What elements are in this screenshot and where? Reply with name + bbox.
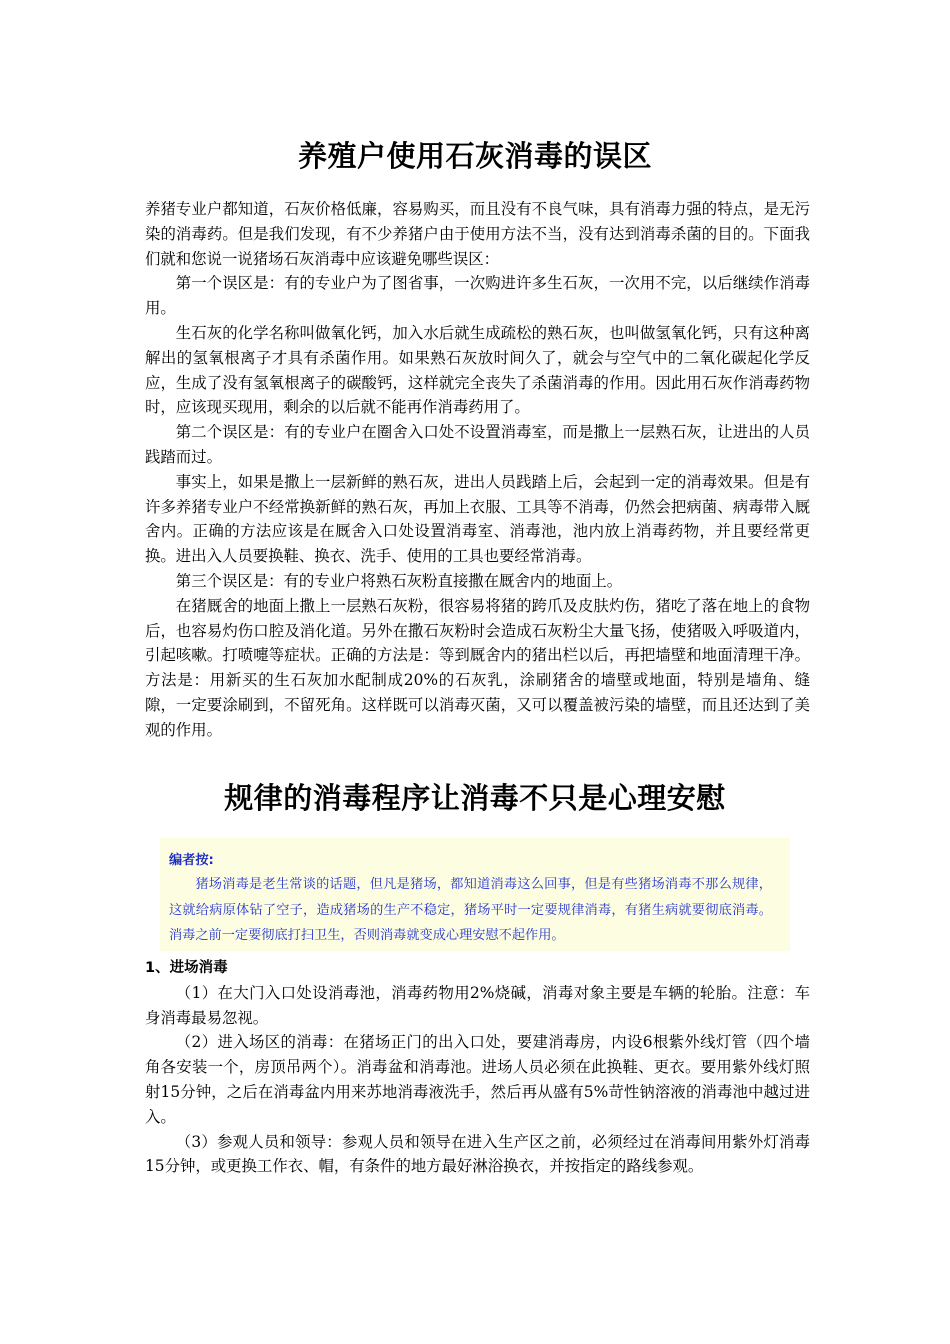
editor-note-label: 编者按:	[169, 853, 214, 868]
misconception-2-paragraph: 第二个误区是：有的专业户在圈舍入口处不设置消毒室，而是撒上一层熟石灰，让进出的人员践踏而过。	[145, 423, 810, 466]
section-paragraph-3: （3）参观人员和领导：参观人员和领导在进入生产区之前，必须经过在消毒间用紫外灯消毒15分钟，或更换工作衣、帽，有条件的地方最好淋浴换衣，并按指定的路线参观。	[145, 1132, 810, 1176]
section-paragraph-2: （2）进入场区的消毒：在猪场正门的出入口处，要建消毒房，内设6根紫外线灯管（四个墙角各安装一个，房顶吊两个）。消毒盆和消毒池。进场人员必须在此换鞋、更衣。要用紫外线灯照射15分钟，之后在消毒盆内用来苏地消毒液洗手，然后再从盛有5%苛性钠溶液的消毒池中越过进入。	[145, 1033, 810, 1126]
section-entry-disinfection	[145, 956, 810, 1179]
section-paragraph-1: （1）在大门入口处设消毒池，消毒药物用2%烧碱，消毒对象主要是车辆的轮胎。注意：车身消毒最易忽视。	[145, 983, 810, 1027]
article-title-lime-disinfection: 养殖户使用石灰消毒的误区	[297, 139, 652, 173]
intro-paragraph: 养猪专业户都知道，石灰价格低廉，容易购买，而且没有不良气味，具有消毒力强的特点，是无污染的消毒药。但是我们发现，有不少养猪户由于使用方法不当，没有达到消毒杀菌的目的。下面我们就和您说一说猪场石灰消毒中应该避免哪些误区：	[145, 200, 810, 268]
section-heading: 1、进场消毒	[145, 960, 228, 976]
explanation-1-paragraph: 生石灰的化学名称叫做氧化钙，加入水后就生成疏松的熟石灰，也叫做氢氧化钙，只有这种离解出的氢氧根离子才具有杀菌作用。如果熟石灰放时间久了，就会与空气中的二氧化碳起化学反应，生成了没有氢氧根离子的碳酸钙，这样就完全丧失了杀菌消毒的作用。因此用石灰作消毒药物时，应该现买现用，剩余的以后就不能再作消毒药用了。	[145, 323, 810, 417]
misconception-3-paragraph: 第三个误区是：有的专业户将熟石灰粉直接撒在厩舍内的地面上。	[175, 571, 623, 590]
explanation-2-paragraph: 事实上，如果是撒上一层新鲜的熟石灰，进出人员践踏上后，会起到一定的消毒效果。但是有许多养猪专业户不经常换新鲜的熟石灰，再加上衣服、工具等不消毒，仍然会把病菌、病毒带入厩舍内。正确的方法应该是在厩舍入口处设置消毒室、消毒池，池内放上消毒药物，并且要经常更换。进出入人员要换鞋、换衣、洗手、使用的工具也要经常消毒。	[145, 472, 810, 566]
editor-note-text: 猪场消毒是老生常谈的话题，但凡是猪场，都知道消毒这么回事，但是有些猪场消毒不那么规律，这就给病原体钻了空子，造成猪场的生产不稳定，猪场平时一定要规律消毒，有猪生病就要彻底消毒。消毒之前一定要彻底打扫卫生，否则消毒就变成心理安慰不起作用。	[169, 877, 772, 944]
article-title-disinfection-procedure: 规律的消毒程序让消毒不只是心理安慰	[224, 781, 726, 815]
editor-note-box	[160, 838, 790, 951]
explanation-3-paragraph: 在猪厩舍的地面上撒上一层熟石灰粉，很容易将猪的跨爪及皮肤灼伤，猪吃了落在地上的食物后，也容易灼伤口腔及消化道。另外在撒石灰粉时会造成石灰粉尘大量飞扬，使猪吸入呼吸道内，引起咳嗽。打喷嚏等症状。正确的方法是：等到厩舍内的猪出栏以后，再把墙壁和地面清理干净。方法是：用新买的生石灰加水配制成20%的石灰乳，涂刷猪舍的墙壁或地面，特别是墙角、缝隙，一定要涂刷到，不留死角。这样既可以消毒灭菌，又可以覆盖被污染的墙壁，而且还达到了美观的作用。	[145, 596, 810, 739]
misconception-1-paragraph: 第一个误区是：有的专业户为了图省事，一次购进许多生石灰，一次用不完，以后继续作消毒用。	[145, 274, 810, 318]
article-body-lime-disinfection	[145, 197, 810, 743]
